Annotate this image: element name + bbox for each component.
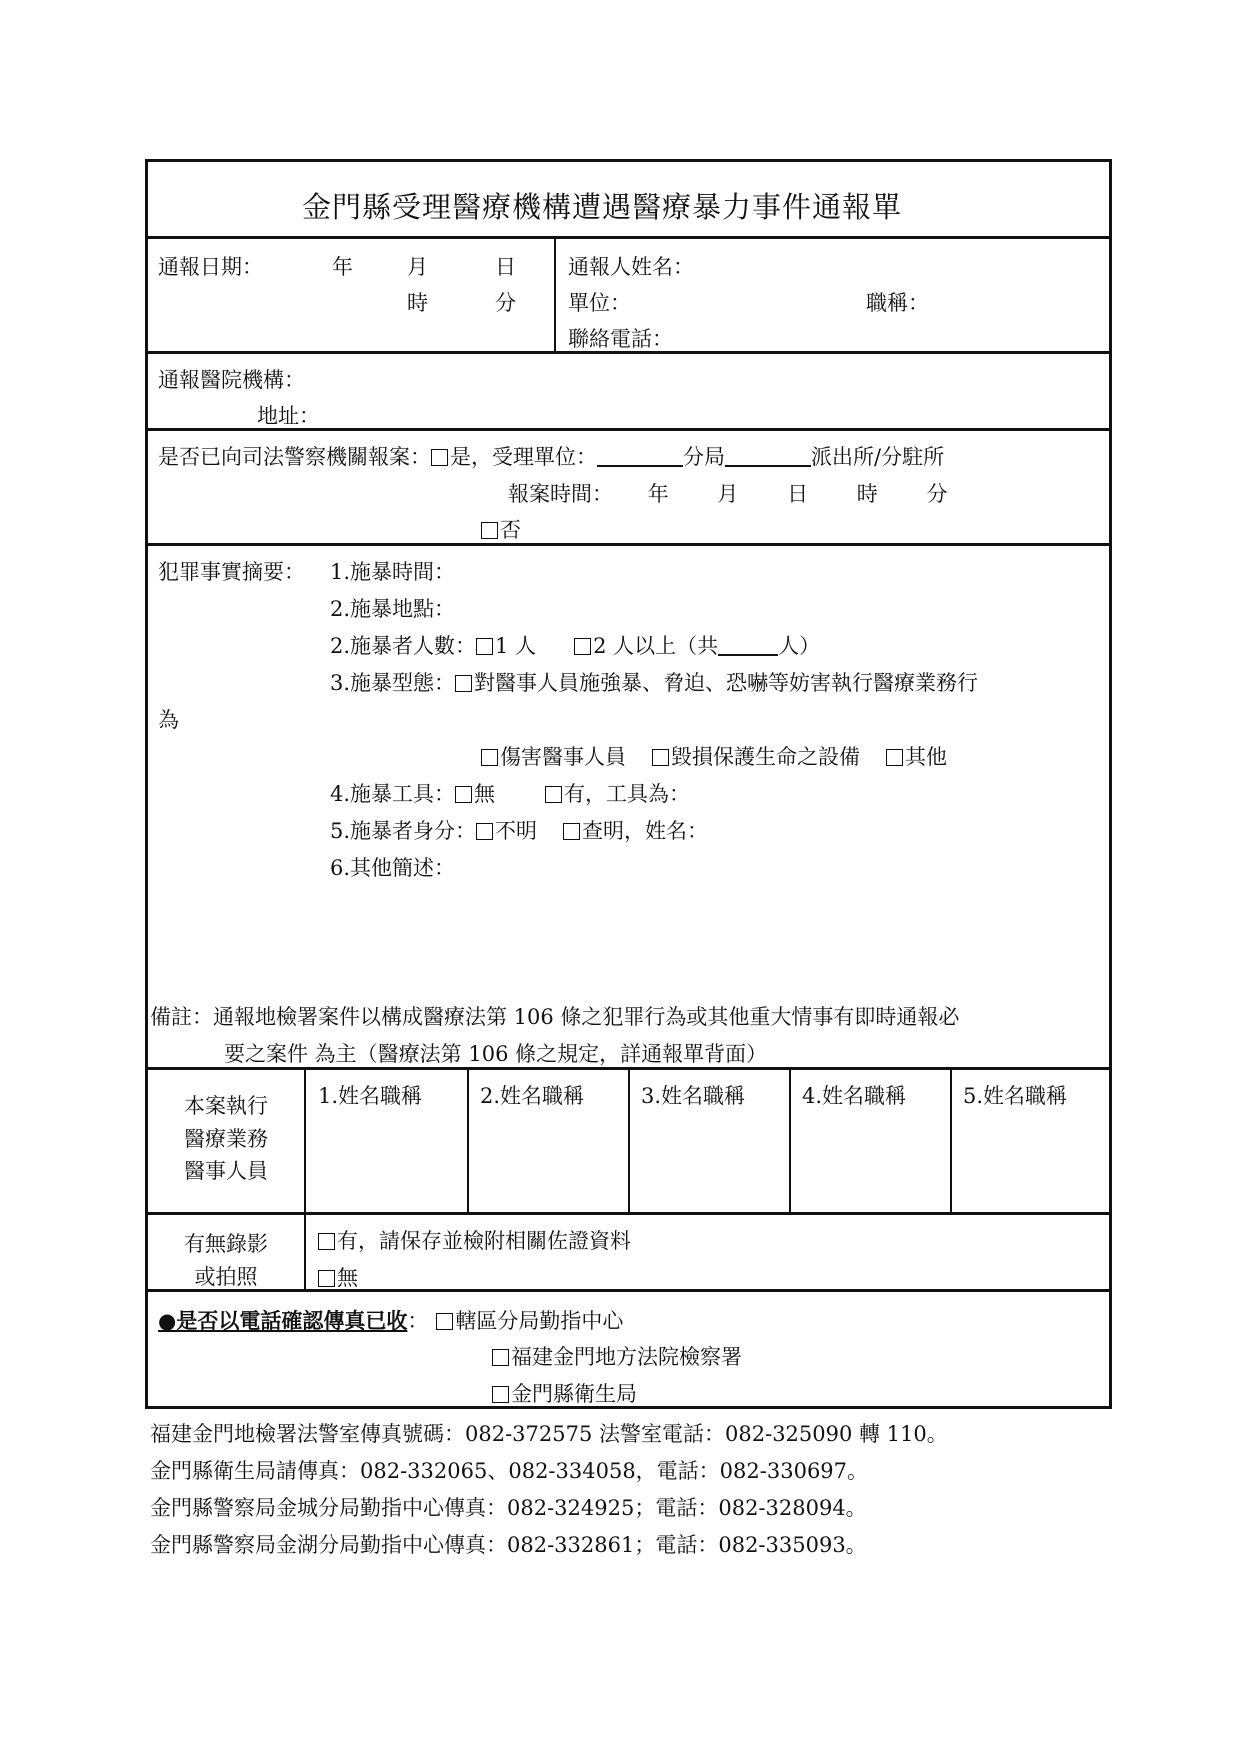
staff-label-line: 醫事人員 bbox=[184, 1159, 268, 1184]
recording-label bbox=[148, 1228, 304, 1293]
police-question bbox=[158, 447, 944, 468]
divider-staff-col5 bbox=[950, 1067, 952, 1212]
footer-line: 金門縣警察局金湖分局勤指中心傳真：082-332861；電話：082-335093。 bbox=[150, 1533, 867, 1557]
count-one-checkbox[interactable] bbox=[476, 638, 493, 655]
police-time-label: 報案時間： bbox=[508, 482, 613, 506]
tool-yes-label: 有，工具為： bbox=[564, 782, 691, 806]
recording-label-line: 或拍照 bbox=[194, 1264, 258, 1289]
note-line1: 備註：通報地檢署案件以構成醫療法第 106 條之犯罪行為或其他重大情事有即時通報必 bbox=[150, 1005, 960, 1029]
tool-none-label: 無 bbox=[474, 782, 496, 806]
identity-known-label: 查明，姓名： bbox=[582, 819, 709, 843]
facts-identity-row bbox=[330, 821, 708, 842]
staff-label-line: 醫療業務 bbox=[184, 1126, 268, 1151]
divider-report bbox=[145, 351, 1112, 354]
police-time-minute: 分 bbox=[926, 482, 948, 506]
staff-column-header: 5.姓名職稱 bbox=[963, 1084, 1068, 1108]
divider-police bbox=[145, 543, 1112, 546]
divider-staff-col3 bbox=[628, 1067, 630, 1212]
count-multi-label: 2 人以上（共 bbox=[593, 634, 719, 658]
report-date-label: 通報日期： bbox=[158, 255, 263, 279]
type-obstruct-checkbox[interactable] bbox=[455, 675, 472, 692]
staff-label bbox=[148, 1090, 304, 1188]
divider-staff-label bbox=[304, 1067, 306, 1289]
recording-yes-row bbox=[318, 1231, 631, 1252]
fax-health-label: 金門縣衛生局 bbox=[511, 1382, 637, 1406]
facts-count-row bbox=[330, 636, 820, 657]
identity-unknown-label: 不明 bbox=[495, 819, 538, 843]
staff-label-line: 本案執行 bbox=[184, 1094, 268, 1118]
form-title: 金門縣受理醫療機構遭遇醫療暴力事件通報單 bbox=[302, 190, 903, 224]
staff-column-header: 1.姓名職稱 bbox=[318, 1084, 423, 1108]
facts-type-label: 3.施暴型態： bbox=[330, 671, 456, 695]
divider-staff-col2 bbox=[467, 1067, 469, 1212]
police-question-label: 是否已向司法警察機關報案： bbox=[158, 445, 431, 469]
recording-yes-label: 有，請保存並檢附相關佐證資料 bbox=[337, 1229, 631, 1253]
police-yes-label: 是，受理單位： bbox=[450, 445, 597, 469]
fax-police-label: 轄區分局勤指中心 bbox=[455, 1309, 624, 1333]
count-multi-checkbox[interactable] bbox=[574, 638, 591, 655]
reporter-phone-label: 聯絡電話： bbox=[568, 327, 673, 351]
facts-tool-label: 4.施暴工具： bbox=[330, 782, 456, 806]
count-multi-end: 人） bbox=[778, 634, 821, 658]
police-time-month: 月 bbox=[717, 482, 739, 506]
reporter-unit-label: 單位： bbox=[568, 291, 631, 315]
hospital-label: 通報醫院機構： bbox=[158, 368, 305, 392]
police-no-label: 否 bbox=[500, 518, 521, 542]
footer-line: 金門縣衛生局請傳真：082-332065、082-334058，電話：082-330697。 bbox=[150, 1459, 869, 1483]
facts-label: 犯罪事實摘要： bbox=[158, 560, 305, 584]
note-line2: 要之案件 為主（醫療法第 106 條之規定，詳通報單背面） bbox=[224, 1042, 768, 1066]
recording-no-checkbox[interactable] bbox=[318, 1270, 335, 1287]
fax-police-checkbox[interactable] bbox=[436, 1313, 453, 1330]
type-other-checkbox[interactable] bbox=[886, 749, 903, 766]
facts-type-row bbox=[330, 673, 978, 694]
reporter-name-label: 通報人姓名： bbox=[568, 255, 694, 279]
report-day: 日 bbox=[495, 255, 516, 279]
divider-hospital bbox=[145, 428, 1112, 431]
reporter-title-label: 職稱： bbox=[866, 291, 929, 315]
facts-identity-label: 5.施暴者身分： bbox=[330, 819, 477, 843]
fax-court-label: 福建金門地方法院檢察署 bbox=[511, 1345, 742, 1369]
report-year: 年 bbox=[332, 255, 353, 279]
type-other-label: 其他 bbox=[905, 745, 947, 769]
facts-time: 1.施暴時間： bbox=[330, 560, 456, 584]
recording-no-row bbox=[318, 1268, 358, 1289]
type-obstruct-wrap: 為 bbox=[158, 708, 179, 732]
fax-confirm-row bbox=[158, 1310, 623, 1332]
footer-line: 金門縣警察局金城分局勤指中心傳真：082-324925；電話：082-328094。 bbox=[150, 1496, 867, 1520]
staff-column-header: 2.姓名職稱 bbox=[480, 1084, 585, 1108]
hospital-address-label: 地址： bbox=[257, 404, 320, 428]
type-injury-checkbox[interactable] bbox=[481, 749, 498, 766]
type-equipment-checkbox[interactable] bbox=[652, 749, 669, 766]
branch-label: 分局 bbox=[683, 445, 725, 469]
fax-confirm-label: ●是否以電話確認傳真已收 bbox=[158, 1308, 408, 1333]
police-yes-checkbox[interactable] bbox=[431, 449, 448, 466]
facts-place: 2.施暴地點： bbox=[330, 597, 456, 621]
fax-court-checkbox[interactable] bbox=[492, 1349, 509, 1366]
facts-other: 6.其他簡述： bbox=[330, 856, 456, 880]
police-time-day: 日 bbox=[787, 482, 809, 506]
police-time-row bbox=[508, 484, 947, 505]
count-multi-blank[interactable] bbox=[718, 636, 778, 656]
staff-column-header: 3.姓名職稱 bbox=[641, 1084, 746, 1108]
police-time-hour: 時 bbox=[856, 482, 878, 506]
divider-staff-col4 bbox=[789, 1067, 791, 1212]
fax-health-row bbox=[492, 1384, 637, 1405]
divider-report-vertical bbox=[554, 236, 556, 351]
facts-type-row2 bbox=[481, 747, 947, 768]
report-hour: 時 bbox=[407, 291, 428, 315]
station-label: 派出所/分駐所 bbox=[811, 445, 945, 469]
tool-yes-checkbox[interactable] bbox=[545, 786, 562, 803]
facts-tool-row bbox=[330, 784, 690, 805]
identity-known-checkbox[interactable] bbox=[563, 823, 580, 840]
police-no-row bbox=[481, 520, 521, 541]
recording-label-line: 有無錄影 bbox=[184, 1232, 268, 1256]
divider-title bbox=[145, 236, 1112, 239]
type-obstruct-label: 對醫事人員施強暴、脅迫、恐嚇等妨害執行醫療業務行 bbox=[474, 671, 979, 695]
recording-no-label: 無 bbox=[337, 1266, 358, 1290]
staff-column-header: 4.姓名職稱 bbox=[802, 1084, 907, 1108]
tool-none-checkbox[interactable] bbox=[455, 786, 472, 803]
station-blank[interactable] bbox=[725, 447, 811, 467]
police-time-year: 年 bbox=[647, 482, 669, 506]
police-no-checkbox[interactable] bbox=[481, 522, 498, 539]
report-minute: 分 bbox=[495, 291, 516, 315]
recording-yes-checkbox[interactable] bbox=[318, 1233, 335, 1250]
fax-confirm-colon: ： bbox=[407, 1309, 429, 1333]
fax-court-row bbox=[492, 1347, 742, 1368]
count-one-label: 1 人 bbox=[495, 634, 537, 658]
fax-health-checkbox[interactable] bbox=[492, 1386, 509, 1403]
facts-count-label: 2.施暴者人數： bbox=[330, 634, 477, 658]
type-injury-label: 傷害醫事人員 bbox=[500, 745, 626, 769]
identity-unknown-checkbox[interactable] bbox=[476, 823, 493, 840]
divider-staff bbox=[145, 1212, 1112, 1215]
branch-blank[interactable] bbox=[597, 447, 683, 467]
type-equipment-label: 毀損保護生命之設備 bbox=[671, 745, 860, 769]
report-month: 月 bbox=[407, 255, 428, 279]
footer-line: 福建金門地檢署法警室傳真號碼：082-372575 法警室電話：082-325090 轉 110。 bbox=[150, 1422, 948, 1446]
